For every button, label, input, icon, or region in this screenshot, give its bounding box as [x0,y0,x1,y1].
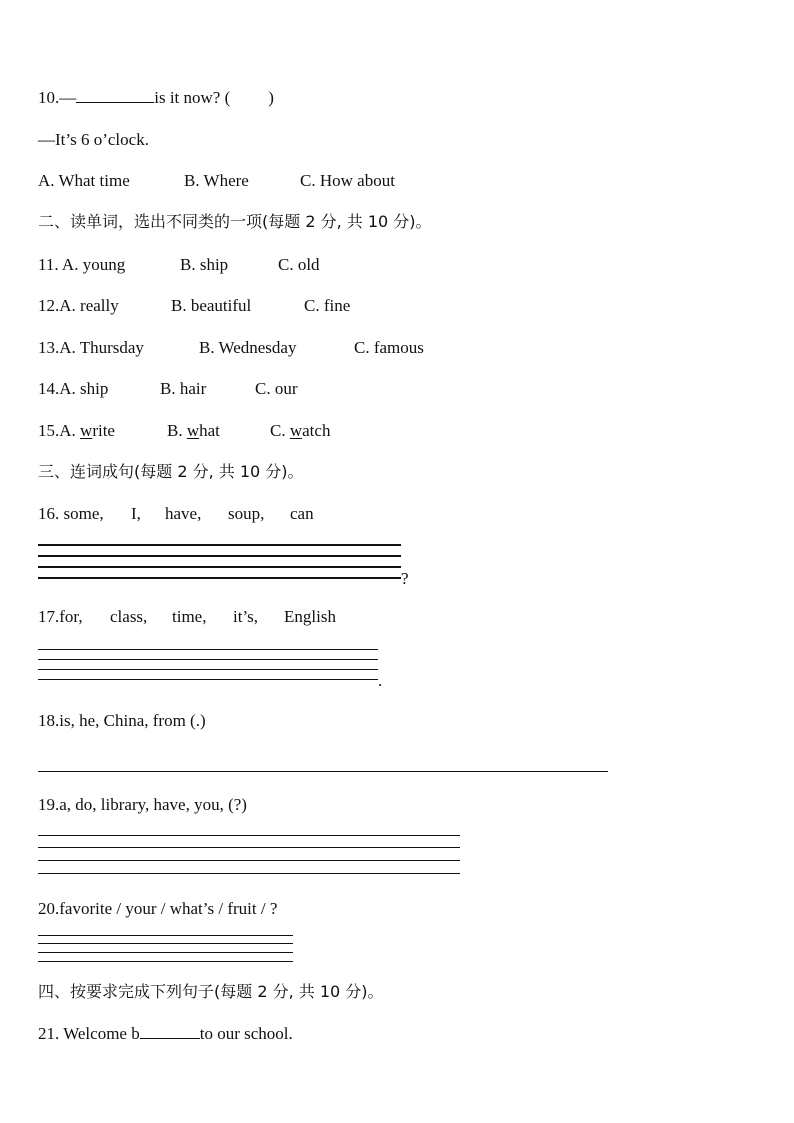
option-c: C. our [255,379,298,398]
underlined-letter: w [186,421,200,440]
option-c: C. old [278,255,320,274]
section-2-title: 二、读单词，选出不同类的一项(每题 2 分, 共 10 分)。 [38,212,432,231]
question-number: 20 [38,899,55,918]
answer-blank[interactable] [140,1024,200,1039]
option-b: B. beautiful [171,296,252,315]
question-14 [38,379,538,399]
option-b [167,421,220,441]
question-number: 10. [38,88,60,107]
option-c [270,421,330,441]
word: soup, [228,504,265,523]
question-number: 13 [38,338,55,357]
writing-line[interactable] [38,679,378,680]
writing-line[interactable] [38,835,460,836]
word: can [290,504,314,523]
end-punctuation: . [378,671,383,690]
question-12 [38,296,538,316]
question-18 [38,711,206,731]
option-c: C. How about [300,171,395,190]
writing-line[interactable] [38,952,293,953]
writing-line[interactable] [38,659,378,660]
answer-blank[interactable] [76,88,154,103]
writing-line[interactable] [38,669,378,670]
question-16 [38,504,398,524]
option-b: B. Where [184,171,249,190]
option-word-rest: rite [92,421,115,440]
question-20 [38,899,277,919]
question-10-options [38,171,538,191]
underlined-letter: w [289,421,303,440]
question-number: 17 [38,607,55,626]
end-punctuation: ? [401,569,409,588]
question-number: 12 [38,296,55,315]
option-word-rest: atch [302,421,331,440]
writing-line[interactable] [38,847,460,848]
option-a: .A. Thursday [55,338,144,357]
option-b: B. hair [160,379,207,398]
close-paren: ) [268,88,274,107]
word: English [284,607,336,626]
underlined-letter: w [80,421,93,440]
question-text: .favorite / your / what’s / fruit / ? [55,899,278,918]
question-text-end: to our school. [199,1024,293,1043]
question-text: . Welcome b [55,1024,140,1043]
question-number: 14 [38,379,55,398]
option-c: C. famous [354,338,424,357]
question-number: 21 [38,1024,55,1043]
writing-line[interactable] [38,771,608,772]
question-10 [38,88,274,108]
option-label: B. [167,421,187,440]
question-text: .is, he, China, from (.) [55,711,206,730]
word: have, [165,504,202,523]
section-4-title: 四、按要求完成下列句子(每题 2 分, 共 10 分)。 [38,982,384,1001]
word: class, [110,607,148,626]
question-21 [38,1024,293,1044]
question-text: is it now? ( [154,88,231,107]
writing-line[interactable] [38,961,293,962]
word: . some, [55,504,104,523]
writing-line[interactable] [38,544,401,546]
word: I, [131,504,141,523]
option-a: . A. young [54,255,126,274]
question-number: 15 [38,421,55,440]
question-10-answer: —It’s 6 o’clock. [38,130,149,149]
dash: — [59,88,77,107]
question-number: 11 [38,255,55,274]
word: .for, [55,607,83,626]
option-c: C. fine [304,296,351,315]
word: time, [172,607,207,626]
question-19 [38,795,247,815]
word: it’s, [233,607,259,626]
writing-line[interactable] [38,935,293,936]
writing-line[interactable] [38,555,401,557]
writing-line[interactable] [38,566,401,568]
option-label: .A. [55,421,81,440]
writing-line[interactable] [38,649,378,650]
section-3-title: 三、连词成句(每题 2 分, 共 10 分)。 [38,462,304,481]
question-text: .a, do, library, have, you, (?) [55,795,247,814]
option-a: .A. ship [55,379,109,398]
question-number: 18 [38,711,55,730]
option-label: C. [270,421,290,440]
writing-line[interactable] [38,577,401,579]
option-word-rest: hat [199,421,220,440]
option-b: B. Wednesday [199,338,297,357]
question-15 [38,421,538,441]
writing-line[interactable] [38,873,460,874]
writing-line[interactable] [38,860,460,861]
option-b: B. ship [180,255,229,274]
option-a: A. What time [38,171,130,190]
question-17 [38,607,398,627]
writing-line[interactable] [38,943,293,944]
question-11 [38,255,538,275]
option-a: .A. really [55,296,119,315]
question-number: 19 [38,795,55,814]
question-13 [38,338,538,358]
question-number: 16 [38,504,55,523]
option-a [38,421,115,441]
